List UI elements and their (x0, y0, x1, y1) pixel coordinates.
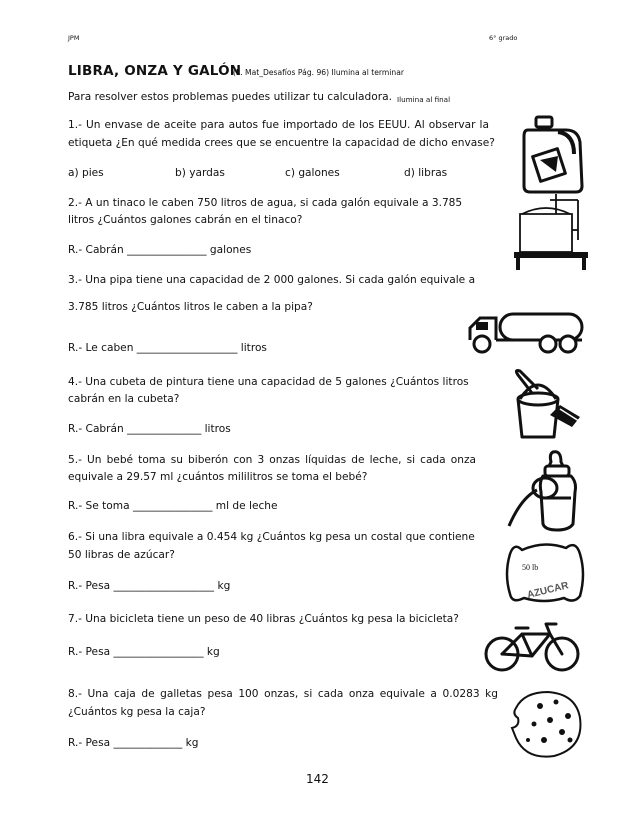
q2-answer: R.- Cabrán _______________ galones (68, 244, 252, 256)
q5-answer: R.- Se toma _______________ ml de leche (68, 500, 278, 512)
oil-jug-icon (518, 114, 588, 194)
q1-option-c: c) galones (285, 167, 340, 179)
q4-line2: cabrán en la cubeta? (68, 393, 180, 405)
q7-answer: R.- Pesa _________________ kg (68, 646, 220, 658)
q1-line2: etiqueta ¿En qué medida crees que se encuentre la capacidad de dicho envase? (68, 137, 495, 149)
q8-answer: R.- Pesa _____________ kg (68, 737, 199, 749)
q7-line1: 7.- Una bicicleta tiene un peso de 40 libras ¿Cuántos kg pesa la bicicleta? (68, 613, 459, 625)
q2-line1: 2.- A un tinaco le caben 750 litros de agua, si cada galón equivale a 3.785 (68, 197, 463, 209)
q6-answer: R.- Pesa ___________________ kg (68, 580, 231, 592)
q3-line1: 3.- Una pipa tiene una capacidad de 2 000 galones. Si cada galón equivale a (68, 274, 476, 286)
water-tank-icon (512, 190, 592, 270)
q4-answer: R.- Cabrán ______________ litros (68, 423, 231, 435)
page-title: LIBRA, ONZA Y GALÓN (68, 63, 242, 79)
q1-option-b: b) yardas (175, 167, 225, 179)
q2-line2: litros ¿Cuántos galones cabrán en el tinaco? (68, 214, 303, 226)
q6-line2: 50 libras de azúcar? (68, 549, 175, 561)
q1-line1: 1.- Un envase de aceite para autos fue importado de los EEUU. Al observar la (68, 119, 489, 131)
q5-line2: equivale a 29.57 ml ¿cuántos mililitros se toma el bebé? (68, 471, 368, 483)
cookie-icon (510, 688, 586, 760)
bicycle-icon (484, 618, 580, 674)
sack-weight-label: 50 lb (522, 563, 539, 572)
header-left: JPM (68, 34, 80, 42)
q1-option-d: d) libras (404, 167, 448, 179)
sugar-sack-icon (504, 538, 586, 604)
sack-brand-label: AZUCAR (526, 580, 570, 602)
baby-bottle-icon (507, 448, 587, 532)
q3-line2: 3.785 litros ¿Cuántos litros le caben a la pipa? (68, 301, 313, 313)
title-note: (L. Mat_Desafíos Pág. 96) Ilumina al terminar (233, 68, 404, 77)
q6-line1: 6.- Si una libra equivale a 0.454 kg ¿Cuántos kg pesa un costal que contiene (68, 531, 475, 543)
q8-line1: 8.- Una caja de galletas pesa 100 onzas, si cada onza equivale a 0.0283 kg (68, 688, 498, 700)
q4-line1: 4.- Una cubeta de pintura tiene una capacidad de 5 galones ¿Cuántos litros (68, 376, 469, 388)
q1-option-a: a) pies (68, 167, 104, 179)
q3-answer: R.- Le caben ___________________ litros (68, 342, 267, 354)
intro-text: Para resolver estos problemas puedes utilizar tu calculadora. (68, 91, 392, 103)
page-number: 142 (306, 772, 329, 786)
paint-bucket-icon (510, 367, 586, 443)
q8-line2: ¿Cuántos kg pesa la caja? (68, 706, 206, 718)
intro-note: Ilumina al final (397, 95, 451, 104)
q5-line1: 5.- Un bebé toma su biberón con 3 onzas líquidas de leche, si cada onza (68, 454, 476, 466)
tanker-truck-icon (466, 306, 588, 356)
header-right: 6° grado (489, 34, 518, 42)
